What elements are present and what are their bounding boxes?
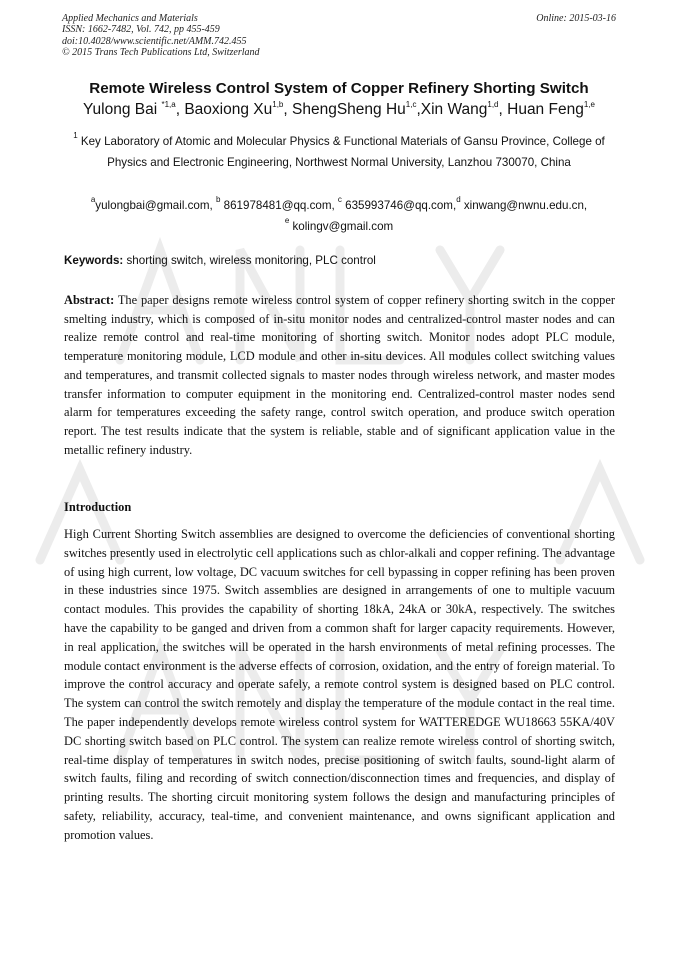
paper-title: Remote Wireless Control System of Copper Refinery Shorting Switch — [89, 80, 589, 97]
copyright-line: © 2015 Trans Tech Publications Ltd, Switzerland — [62, 47, 260, 59]
abstract-label: Abstract: — [64, 293, 115, 307]
email-address: xinwang@nwnu.edu.cn, — [460, 199, 588, 212]
keywords-section — [64, 254, 616, 267]
author-sup: 1,c — [405, 100, 417, 109]
email-address: 861978481@qq.com, — [220, 199, 338, 212]
journal-name: Applied Mechanics and Materials — [62, 13, 198, 24]
email-address: kolingv@gmail.com — [289, 220, 394, 233]
author-name: Yulong Bai — [83, 101, 162, 118]
affiliation-text: Key Laboratory of Atomic and Molecular Physics & Functional Materials of Gansu Province, College of Physics and Electronic Engineering, Northwest Normal University, Lanzhou 730070, China — [77, 135, 605, 169]
author-name: ShengSheng Hu — [292, 101, 406, 118]
email-list — [62, 195, 616, 237]
author-name: Huan Feng — [507, 101, 584, 118]
journal-header — [62, 13, 616, 59]
introduction-body: High Current Shorting Switch assemblies are designed to overcome the deficiencies of conventional shorting switches presently used in electrolytic cell applications such as chlor-alkali and copper refining. The advantage of using high current, low voltage, DC vacuum switches for cell bypassing in copper refining has been proven in these industries since 1975. Switch assemblies are designed in arrangements of one to multiple vacuum contact modules. This provides the capability of shorting 18kA, 24kA or 30kA, respectively. The switches have the capability to be ganged and driven from a common shaft for larger capacity requirements. However, in real application, the switches will be operated in the harsh environments of metal refining processes. The module contact environment is the adverse effects of corrosion, oxidation, and the entry of foreign material. To improve the control accuracy and operate safely, a remote control system is designed based on PLC control. The system can control the switch remotely and display the temperature of the module contact in the real time. The paper independently develops remote wireless control system for WATTEREDGE WU18663 55KA/40V DC shorting switch based on PLC control. The system can realize remote wireless control of shorting switch, real-time display of temperatures in switch nodes, precise positioning of switch faults, sound-light alarm of switch faults, filing and recording of switch connection/disconnection times and frequencies, and display of printing results. The shorting circuit monitoring system follows the design and manufacturing principles of safety, reliability, accuracy, teal-time, and convenient maintenance, and owns significant application and promotion values. — [64, 527, 615, 842]
online-date: Online: 2015-03-16 — [536, 13, 616, 24]
email-sup: a — [90, 195, 96, 204]
email-sup: d — [456, 195, 461, 204]
introduction-heading: Introduction — [64, 500, 132, 514]
author-sup: 1,d — [487, 100, 499, 109]
issn-line: ISSN: 1662-7482, Vol. 742, pp 455-459 — [62, 24, 220, 36]
email-sup: e — [284, 216, 290, 225]
author-name: Xin Wang — [420, 101, 488, 118]
keywords-text: shorting switch, wireless monitoring, PLC control — [123, 254, 376, 267]
abstract-text: The paper designs remote wireless control system of copper refinery shorting switch in the copper smelting industry, which is composed of in-situ monitor nodes and centralized-control master nodes and can realize remote control and real-time monitoring of shorting switch. Monitor nodes adopt PLC module, temperature monitoring module, LCD module and other in-situ devices. All modules collect switching values and temperatures, and transmit collected signals to master nodes through wireless network, and master modes transfer information to computer equipment in the monitoring end. Centralized-control master nodes send alarm for temperatures exceeding the safety range, control switch operation, and produce switch operation report. The test results indicate that the system is reliable, stable and of significant application value in the metallic refinery industry. — [64, 293, 615, 457]
affiliation — [62, 131, 616, 173]
author-list: Yulong Bai $^{*1,a}$, Baoxiong Xu$^{1,b}$, ShengSheng Hu$^{1,c}$,Xin Wang$^{1,d}$, Huan Feng$^{1,e}$ — [83, 100, 595, 118]
affiliation-sup: 1 — [73, 131, 78, 140]
keywords-label: Keywords: — [64, 254, 124, 267]
doi-line: doi:10.4028/www.scientific.net/AMM.742.455 — [62, 35, 247, 47]
author-sup: 1,b — [272, 100, 284, 109]
abstract-section — [64, 291, 615, 459]
email-address: yulongbai@gmail.com, — [95, 199, 216, 212]
author-sup: *1,a — [161, 100, 176, 109]
email-sup: c — [337, 195, 342, 204]
author-sup: 1,e — [583, 100, 595, 109]
email-address: 635993746@qq.com, — [341, 199, 457, 212]
author-name: Baoxiong Xu — [184, 101, 273, 118]
email-sup: b — [215, 195, 221, 204]
